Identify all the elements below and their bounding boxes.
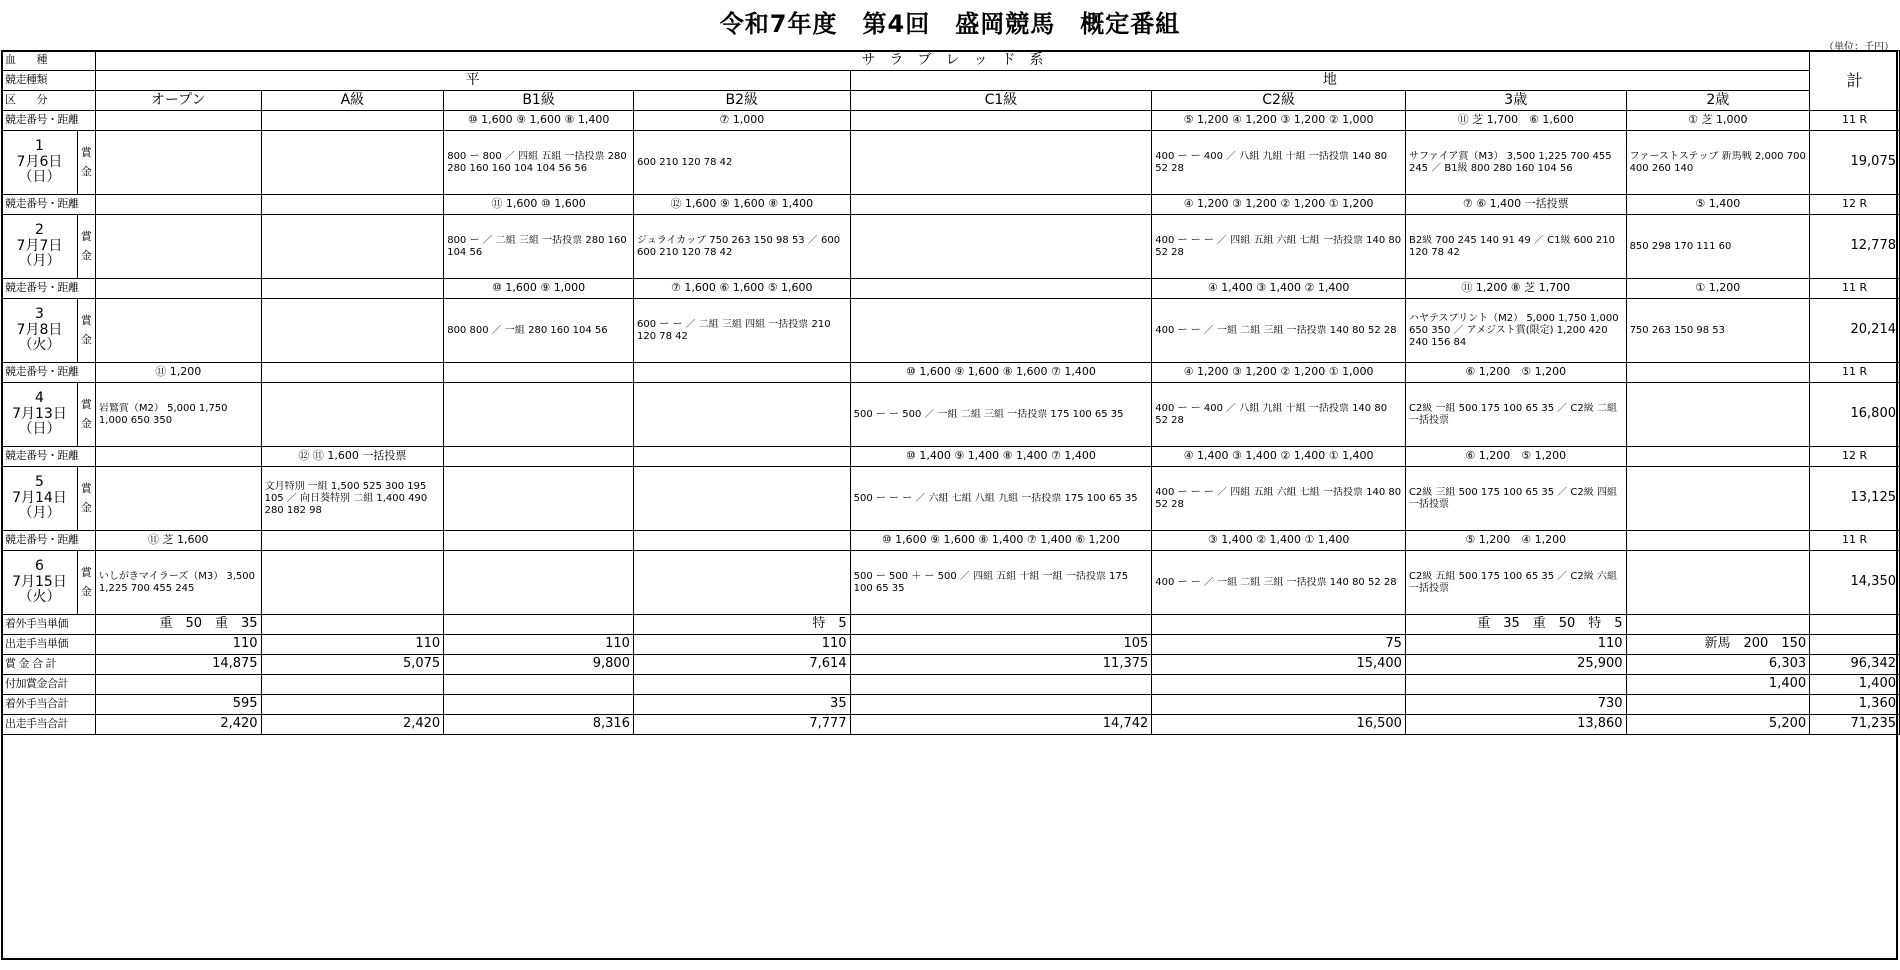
prize-label-sho: 賞: [80, 146, 92, 160]
prize-label-kin: 金: [80, 500, 92, 514]
prize-text: 400 ー ー ／ 一組 二組 三組 一括投票 140 80 52 28: [1155, 324, 1397, 336]
distance-cell: [261, 111, 444, 131]
distance-label: 競走番号・距離: [2, 447, 96, 467]
prize-text: 600 ー ー ／ 二組 三組 四組 一括投票 210 120 78 42: [636, 318, 831, 342]
summary-row: [2, 695, 1900, 715]
prize-text: 800 ー ／ 二組 三組 一括投票 280 160 104 56: [447, 234, 627, 258]
day-total: 13,125: [1810, 467, 1900, 531]
race-day-dow: （月）: [18, 253, 61, 270]
summary-value: 特 5: [633, 615, 850, 635]
summary-value: [1152, 615, 1406, 635]
day-total: 19,075: [1810, 131, 1900, 195]
prize-row: [2, 467, 1900, 531]
summary-value: [1405, 675, 1626, 695]
kind-label: 競走種類: [2, 71, 96, 91]
summary-row: [2, 655, 1900, 675]
class-header: オープン: [95, 91, 261, 111]
distance-cell: [633, 447, 850, 467]
prize-row: [2, 131, 1900, 195]
summary-value: 105: [850, 635, 1152, 655]
summary-value: [850, 695, 1152, 715]
prize-cell: [633, 551, 850, 615]
summary-value: 新馬 200 150: [1626, 635, 1810, 655]
distance-cell: ⑤ 1,400: [1626, 195, 1810, 215]
summary-value: 16,500: [1152, 715, 1406, 735]
distance-cell: [261, 363, 444, 383]
prize-label: [77, 215, 95, 279]
summary-value: 25,900: [1405, 655, 1626, 675]
unit-note: （単位：千円）: [1824, 42, 1894, 53]
prize-text: 400 ー ー 400 ／ 八組 九組 十組 一括投票 140 80 52 28: [1155, 150, 1388, 174]
summary-value: 35: [633, 695, 850, 715]
distance-cell: ⑫ 1,600 ⑨ 1,600 ⑧ 1,400: [633, 195, 850, 215]
prize-row: [2, 383, 1900, 447]
prize-text: 岩鷲賞（M2） 5,000 1,750 1,000 650 350: [98, 402, 228, 426]
prize-label-sho: 賞: [80, 398, 92, 412]
distance-cell: ④ 1,400 ③ 1,400 ② 1,400: [1152, 279, 1406, 299]
prize-cell: [633, 467, 850, 531]
summary-value: 7,614: [633, 655, 850, 675]
race-day-no: 1: [35, 138, 44, 155]
prize-label: [77, 467, 95, 531]
distance-row: [2, 363, 1900, 383]
prize-label: [77, 383, 95, 447]
prize-text: 500 ー 500 ＋ ー 500 ／ 四組 五組 十組 一組 一括投票 175 100 65 35: [853, 570, 1129, 594]
prize-cell: [95, 299, 261, 363]
race-day-no: 5: [35, 474, 44, 491]
day-total: 12,778: [1810, 215, 1900, 279]
distance-label: 競走番号・距離: [2, 363, 96, 383]
prize-text: サファイア賞（M3） 3,500 1,225 700 455 245 ／ B1級 800 280 160 104 56: [1408, 150, 1612, 174]
distance-cell: ④ 1,200 ③ 1,200 ② 1,200 ① 1,200: [1152, 195, 1406, 215]
summary-value: 8,316: [444, 715, 634, 735]
prize-cell: [444, 467, 634, 531]
race-day-date: 7月14日: [12, 489, 67, 506]
distance-cell: [1626, 363, 1810, 383]
prize-cell: [444, 299, 634, 363]
race-count: 11 R: [1810, 531, 1900, 551]
prize-cell: [261, 551, 444, 615]
distance-cell: [95, 111, 261, 131]
summary-value: [1626, 695, 1810, 715]
prize-row: [2, 551, 1900, 615]
prize-text: 500 ー ー 500 ／ 一組 二組 三組 一括投票 175 100 65 35: [853, 408, 1124, 420]
prize-cell: [1626, 131, 1810, 195]
prize-cell: [850, 551, 1152, 615]
prize-text: B2級 700 245 140 91 49 ／ C1級 600 210 120 78 42: [1408, 234, 1616, 258]
distance-cell: ① 芝 1,000: [1626, 111, 1810, 131]
prize-label-kin: 金: [80, 584, 92, 598]
race-day: [2, 299, 78, 363]
summary-label: 出走手当単価: [2, 635, 96, 655]
prize-text: C2級 五組 500 175 100 65 35 ／ C2級 六組 一括投票: [1408, 570, 1617, 594]
race-day: [2, 467, 78, 531]
prize-cell: [444, 131, 634, 195]
race-day-no: 6: [35, 558, 44, 575]
prize-text: 600 210 120 78 42: [636, 156, 733, 168]
summary-label: 出走手当合計: [2, 715, 96, 735]
day-total: 14,350: [1810, 551, 1900, 615]
summary-value: 110: [1405, 635, 1626, 655]
class-header: B2級: [633, 91, 850, 111]
prize-cell: [850, 215, 1152, 279]
summary-value: 15,400: [1152, 655, 1406, 675]
distance-row: [2, 195, 1900, 215]
page-title: 令和7年度 第4回 盛岡競馬 概定番組: [719, 10, 1181, 38]
distance-cell: ⑦ ⑥ 1,400 一括投票: [1405, 195, 1626, 215]
summary-value: [1810, 615, 1900, 635]
prize-cell: [850, 299, 1152, 363]
summary-row: [2, 635, 1900, 655]
prize-label-kin: 金: [80, 332, 92, 346]
prize-cell: [850, 383, 1152, 447]
summary-value: 110: [444, 635, 634, 655]
race-day-dow: （月）: [18, 505, 61, 522]
class-header: B1級: [444, 91, 634, 111]
prize-cell: [444, 215, 634, 279]
summary-value: 730: [1405, 695, 1626, 715]
summary-value: [850, 615, 1152, 635]
program-table: [1, 50, 1900, 735]
summary-value: 595: [95, 695, 261, 715]
kind-flat: 平: [95, 71, 850, 91]
distance-cell: ③ 1,400 ② 1,400 ① 1,400: [1152, 531, 1406, 551]
race-count: 11 R: [1810, 279, 1900, 299]
prize-cell: [1405, 467, 1626, 531]
prize-text: 400 ー ー ー ／ 四組 五組 六組 七組 一括投票 140 80 52 28: [1155, 486, 1402, 510]
race-day-dow: （日）: [18, 169, 61, 186]
race-count: 12 R: [1810, 195, 1900, 215]
summary-value: [1152, 675, 1406, 695]
class-header: A級: [261, 91, 444, 111]
distance-cell: ① 1,200: [1626, 279, 1810, 299]
distance-cell: ⑦ 1,000: [633, 111, 850, 131]
prize-cell: [261, 215, 444, 279]
distance-cell: ⑩ 1,600 ⑨ 1,000: [444, 279, 634, 299]
prize-text: いしがきマイラーズ（M3） 3,500 1,225 700 455 245: [98, 570, 256, 594]
distance-cell: ⑤ 1,200 ④ 1,200: [1405, 531, 1626, 551]
distance-label: 競走番号・距離: [2, 279, 96, 299]
prize-cell: [444, 551, 634, 615]
total-header: 計: [1810, 51, 1900, 111]
prize-cell: [633, 131, 850, 195]
prize-cell: [1405, 299, 1626, 363]
prize-cell: [95, 467, 261, 531]
distance-cell: ⑫ ⑪ 1,600 一括投票: [261, 447, 444, 467]
race-count: 11 R: [1810, 111, 1900, 131]
summary-value: 14,875: [95, 655, 261, 675]
summary-label: 着外手当合計: [2, 695, 96, 715]
prize-cell: [261, 467, 444, 531]
distance-label: 競走番号・距離: [2, 531, 96, 551]
prize-label: [77, 551, 95, 615]
summary-value: [261, 615, 444, 635]
prize-cell: [95, 215, 261, 279]
summary-value: 5,200: [1626, 715, 1810, 735]
summary-value: 14,742: [850, 715, 1152, 735]
prize-label-kin: 金: [80, 164, 92, 178]
prize-text: 400 ー ー ／ 一組 二組 三組 一括投票 140 80 52 28: [1155, 576, 1397, 588]
distance-row: [2, 531, 1900, 551]
prize-text: 750 263 150 98 53: [1629, 324, 1725, 336]
prize-cell: [95, 551, 261, 615]
race-day: [2, 383, 78, 447]
summary-value: [1152, 695, 1406, 715]
distance-cell: ⑩ 1,600 ⑨ 1,600 ⑧ 1,600 ⑦ 1,400: [850, 363, 1152, 383]
distance-cell: ⑩ 1,600 ⑨ 1,600 ⑧ 1,400 ⑦ 1,400 ⑥ 1,200: [850, 531, 1152, 551]
distance-cell: [1626, 447, 1810, 467]
class-header: 2歳: [1626, 91, 1810, 111]
distance-cell: [444, 363, 634, 383]
prize-text: C2級 一組 500 175 100 65 35 ／ C2級 二組 一括投票: [1408, 402, 1617, 426]
prize-label-sho: 賞: [80, 566, 92, 580]
class-label: 区 分: [2, 91, 96, 111]
prize-cell: [1152, 215, 1406, 279]
race-day: [2, 131, 78, 195]
race-day-dow: （火）: [18, 589, 61, 606]
distance-label: 競走番号・距離: [2, 111, 96, 131]
distance-cell: ⑪ 芝 1,600: [95, 531, 261, 551]
header-row-class: [2, 91, 1900, 111]
distance-cell: [850, 195, 1152, 215]
distance-cell: ⑩ 1,600 ⑨ 1,600 ⑧ 1,400: [444, 111, 634, 131]
summary-value: 重 35 重 50 特 5: [1405, 615, 1626, 635]
race-day-no: 2: [35, 222, 44, 239]
prize-text: ハヤテスプリント（M2） 5,000 1,750 1,000 650 350 ／ アメジスト賞(限定) 1,200 420 240 156 84: [1408, 312, 1619, 348]
summary-value: [261, 695, 444, 715]
prize-cell: [1626, 215, 1810, 279]
race-day-date: 7月7日: [16, 237, 63, 254]
distance-cell: [261, 531, 444, 551]
prize-text: 文月特別 一組 1,500 525 300 195 105 ／ 向日葵特別 二組 1,400 490 280 182 98: [264, 480, 428, 516]
prize-cell: [1152, 383, 1406, 447]
distance-cell: [850, 111, 1152, 131]
prize-label: [77, 131, 95, 195]
race-day-date: 7月13日: [12, 405, 67, 422]
prize-label-sho: 賞: [80, 230, 92, 244]
distance-cell: ⑥ 1,200 ⑤ 1,200: [1405, 363, 1626, 383]
summary-value: 5,075: [261, 655, 444, 675]
prize-cell: [261, 299, 444, 363]
prize-text: 850 298 170 111 60: [1629, 240, 1732, 252]
prize-row: [2, 299, 1900, 363]
blood-label: 血 種: [2, 51, 96, 71]
blood-value: サ ラ ブ レ ッ ド 系: [95, 51, 1809, 71]
prize-text: 800 800 ／ 一組 280 160 104 56: [447, 324, 608, 336]
summary-value: 7,777: [633, 715, 850, 735]
distance-cell: [95, 279, 261, 299]
distance-cell: [633, 531, 850, 551]
summary-value: [95, 675, 261, 695]
summary-value: [1626, 615, 1810, 635]
prize-cell: [633, 215, 850, 279]
summary-label: 着外手当単価: [2, 615, 96, 635]
prize-cell: [1152, 467, 1406, 531]
race-day-dow: （火）: [18, 337, 61, 354]
race-day-date: 7月15日: [12, 573, 67, 590]
prize-text: 800 ー 800 ／ 四組 五組 一括投票 280 280 160 160 104 104 56 56: [447, 150, 627, 174]
summary-row: [2, 675, 1900, 695]
header-row-kind: [2, 71, 1900, 91]
summary-value: 11,375: [850, 655, 1152, 675]
distance-cell: [633, 363, 850, 383]
prize-text: ファーストステップ 新馬戦 2,000 700 400 260 140: [1629, 150, 1806, 174]
summary-value: 重 50 重 35: [95, 615, 261, 635]
header-row-blood: [2, 51, 1900, 71]
race-day-date: 7月6日: [16, 153, 63, 170]
class-header: C2級: [1152, 91, 1406, 111]
distance-row: [2, 111, 1900, 131]
distance-row: [2, 447, 1900, 467]
summary-value: [261, 675, 444, 695]
race-day-no: 4: [35, 390, 44, 407]
summary-value: 13,860: [1405, 715, 1626, 735]
distance-cell: [95, 195, 261, 215]
summary-value: 110: [633, 635, 850, 655]
prize-cell: [261, 131, 444, 195]
prize-text: ジュライカップ 750 263 150 98 53 ／ 600 600 210 120 78 42: [636, 234, 841, 258]
summary-value: 2,420: [95, 715, 261, 735]
distance-cell: [261, 279, 444, 299]
distance-cell: ⑪ 芝 1,700 ⑥ 1,600: [1405, 111, 1626, 131]
distance-cell: ⑥ 1,200 ⑤ 1,200: [1405, 447, 1626, 467]
summary-row: [2, 715, 1900, 735]
race-count: 12 R: [1810, 447, 1900, 467]
distance-label: 競走番号・距離: [2, 195, 96, 215]
prize-cell: [95, 383, 261, 447]
prize-label-sho: 賞: [80, 314, 92, 328]
prize-cell: [444, 383, 634, 447]
distance-cell: ⑪ 1,200: [95, 363, 261, 383]
summary-value: [444, 615, 634, 635]
distance-cell: ⑪ 1,200 ⑧ 芝 1,700: [1405, 279, 1626, 299]
summary-value: [444, 675, 634, 695]
prize-label: [77, 299, 95, 363]
class-header: C1級: [850, 91, 1152, 111]
summary-value: 110: [261, 635, 444, 655]
distance-row: [2, 279, 1900, 299]
race-day: [2, 215, 78, 279]
prize-label-kin: 金: [80, 416, 92, 430]
summary-value: 96,342: [1810, 655, 1900, 675]
summary-value: 1,400: [1810, 675, 1900, 695]
prize-cell: [633, 383, 850, 447]
prize-cell: [1152, 299, 1406, 363]
summary-value: 6,303: [1626, 655, 1810, 675]
prize-cell: [1405, 383, 1626, 447]
distance-cell: [95, 447, 261, 467]
distance-cell: [444, 531, 634, 551]
distance-cell: ⑤ 1,200 ④ 1,200 ③ 1,200 ② 1,000: [1152, 111, 1406, 131]
prize-cell: [1626, 383, 1810, 447]
summary-value: [850, 675, 1152, 695]
race-day-no: 3: [35, 306, 44, 323]
summary-value: 110: [95, 635, 261, 655]
class-header: 3歳: [1405, 91, 1626, 111]
prize-cell: [261, 383, 444, 447]
prize-label-kin: 金: [80, 248, 92, 262]
summary-value: 1,400: [1626, 675, 1810, 695]
prize-cell: [1152, 551, 1406, 615]
prize-cell: [95, 131, 261, 195]
distance-cell: ⑦ 1,600 ⑥ 1,600 ⑤ 1,600: [633, 279, 850, 299]
distance-cell: ⑩ 1,400 ⑨ 1,400 ⑧ 1,400 ⑦ 1,400: [850, 447, 1152, 467]
race-day: [2, 551, 78, 615]
distance-cell: [850, 279, 1152, 299]
prize-text: 400 ー ー 400 ／ 八組 九組 十組 一括投票 140 80 52 28: [1155, 402, 1388, 426]
prize-cell: [1405, 551, 1626, 615]
day-total: 16,800: [1810, 383, 1900, 447]
distance-cell: [1626, 531, 1810, 551]
day-total: 20,214: [1810, 299, 1900, 363]
race-day-dow: （日）: [18, 421, 61, 438]
prize-cell: [1152, 131, 1406, 195]
distance-cell: ④ 1,400 ③ 1,400 ② 1,400 ① 1,400: [1152, 447, 1406, 467]
prize-cell: [633, 299, 850, 363]
summary-value: 75: [1152, 635, 1406, 655]
distance-cell: ⑪ 1,600 ⑩ 1,600: [444, 195, 634, 215]
prize-row: [2, 215, 1900, 279]
summary-label: 賞 金 合 計: [2, 655, 96, 675]
summary-value: 9,800: [444, 655, 634, 675]
prize-text: 500 ー ー ー ／ 六組 七組 八組 九組 一括投票 175 100 65 35: [853, 492, 1138, 504]
prize-text: 400 ー ー ー ／ 四組 五組 六組 七組 一括投票 140 80 52 28: [1155, 234, 1402, 258]
summary-value: 71,235: [1810, 715, 1900, 735]
kind-ground: 地: [850, 71, 1810, 91]
summary-value: 1,360: [1810, 695, 1900, 715]
prize-cell: [1405, 131, 1626, 195]
prize-cell: [1405, 215, 1626, 279]
summary-row: [2, 615, 1900, 635]
distance-cell: ④ 1,200 ③ 1,200 ② 1,200 ① 1,000: [1152, 363, 1406, 383]
race-day-date: 7月8日: [16, 321, 63, 338]
summary-value: [633, 675, 850, 695]
prize-label-sho: 賞: [80, 482, 92, 496]
prize-cell: [1626, 467, 1810, 531]
summary-value: 2,420: [261, 715, 444, 735]
prize-cell: [850, 467, 1152, 531]
summary-value: [444, 695, 634, 715]
summary-value: [1810, 635, 1900, 655]
distance-cell: [261, 195, 444, 215]
race-count: 11 R: [1810, 363, 1900, 383]
prize-cell: [1626, 551, 1810, 615]
distance-cell: [444, 447, 634, 467]
prize-text: C2級 三組 500 175 100 65 35 ／ C2級 四組 一括投票: [1408, 486, 1617, 510]
summary-label: 付加賞金合計: [2, 675, 96, 695]
prize-cell: [1626, 299, 1810, 363]
prize-cell: [850, 131, 1152, 195]
